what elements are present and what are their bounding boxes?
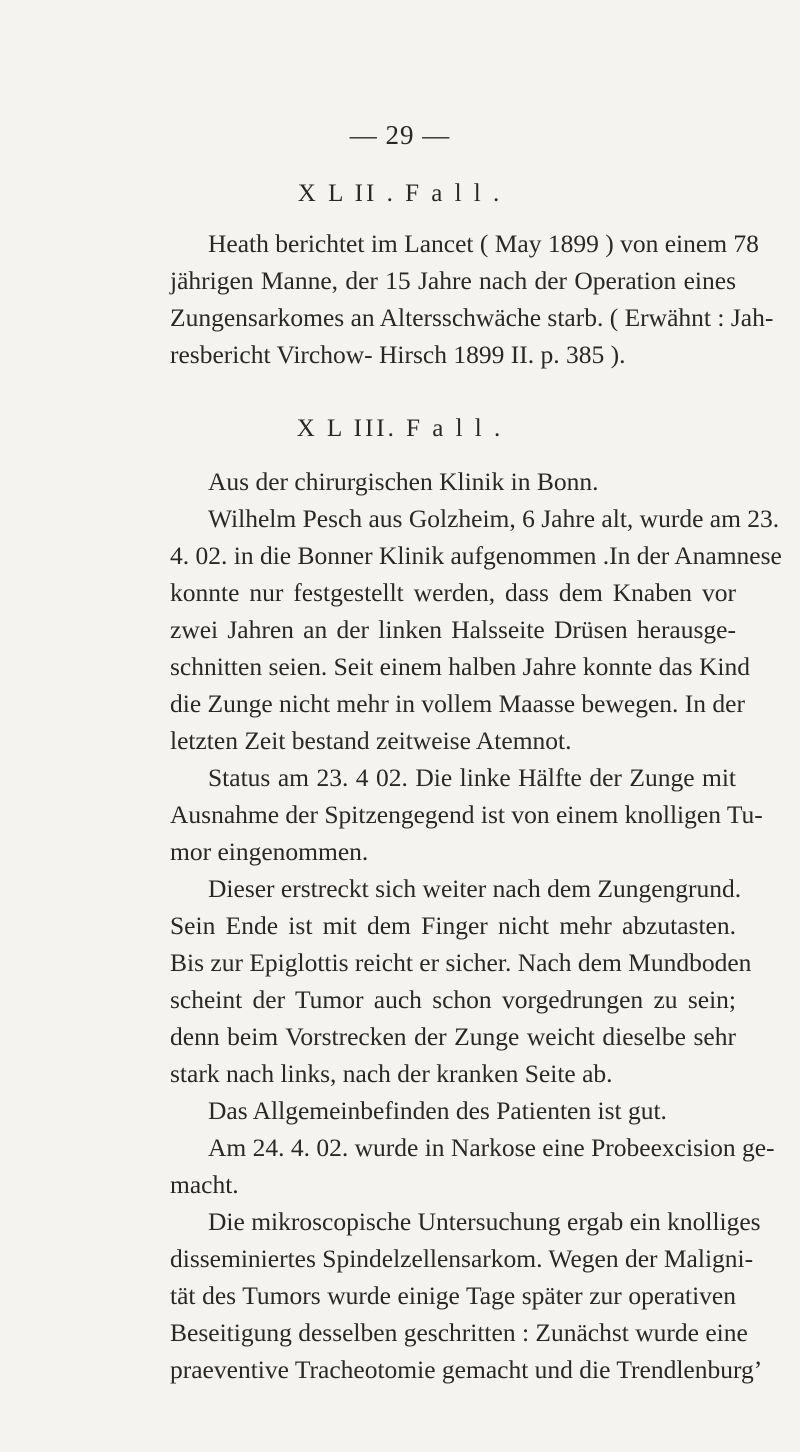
text-line: Aus der chirurgischen Klinik in Bonn. [208,467,599,496]
text-line: macht. [170,1170,239,1199]
text-line: Wilhelm Pesch aus Golzheim, 6 Jahre alt, wurde am 23. [208,504,780,533]
case-heading-42: X L II . F a l l . [297,180,503,207]
text-line: zwei Jahren an der linken Halsseite Drüsen herausge- [170,615,736,644]
text-line: mor eingenommen. [170,837,369,866]
text-line: denn beim Vorstrecken der Zunge weicht dieselbe sehr [170,1022,736,1051]
text-line: Heath berichtet im Lancet ( May 1899 ) von einem 78 [208,229,759,258]
text-line: Zungensarkomes an Altersschwäche starb. ( Erwähnt : Jah- [170,303,774,332]
text-line: Sein Ende ist mit dem Finger nicht mehr abzutasten. [170,911,736,940]
text-line: resbericht Virchow- Hirsch 1899 II. p. 385 ). [170,340,626,369]
text-line: tät des Tumors wurde einige Tage später zur operativen [170,1281,736,1310]
text-line: 4. 02. in die Bonner Klinik aufgenommen .In der Anamnese [170,541,782,570]
text-line: die Zunge nicht mehr in vollem Maasse bewegen. In der [170,689,745,718]
text-line: Status am 23. 4 02. Die linke Hälfte der Zunge mit [208,763,736,792]
text-line: jährigen Manne, der 15 Jahre nach der Operation eines [170,266,736,295]
text-line: praeventive Tracheotomie gemacht und die Trendlenburg’ [170,1355,763,1384]
text-line: schnitten seien. Seit einem halben Jahre konnte das Kind [170,652,750,681]
text-line: Dieser erstreckt sich weiter nach dem Zungengrund. [208,874,742,903]
text-line: Die mikroscopische Untersuchung ergab ein knolliges [208,1207,761,1236]
text-line: Bis zur Epiglottis reicht er sicher. Nach dem Mundboden [170,948,752,977]
text-line: Ausnahme der Spitzengegend ist von einem knolligen Tu- [170,800,763,829]
text-line: Beseitigung desselben geschritten : Zunächst wurde eine [170,1318,748,1347]
text-line: Am 24. 4. 02. wurde in Narkose eine Probeexcision ge- [208,1133,775,1162]
case-heading-43: X L III. F a l l . [296,415,504,442]
text-line: Das Allgemeinbefinden des Patienten ist gut. [208,1096,667,1125]
page-number: — 29 — [349,120,451,150]
text-line: konnte nur festgestellt werden, dass dem Knaben vor [170,578,736,607]
text-line: scheint der Tumor auch schon vorgedrungen zu sein; [170,985,736,1014]
text-line: stark nach links, nach der kranken Seite ab. [170,1059,613,1088]
text-line: disseminiertes Spindelzellensarkom. Wegen der Maligni- [170,1244,754,1273]
text-line: letzten Zeit bestand zeitweise Atemnot. [170,726,572,755]
